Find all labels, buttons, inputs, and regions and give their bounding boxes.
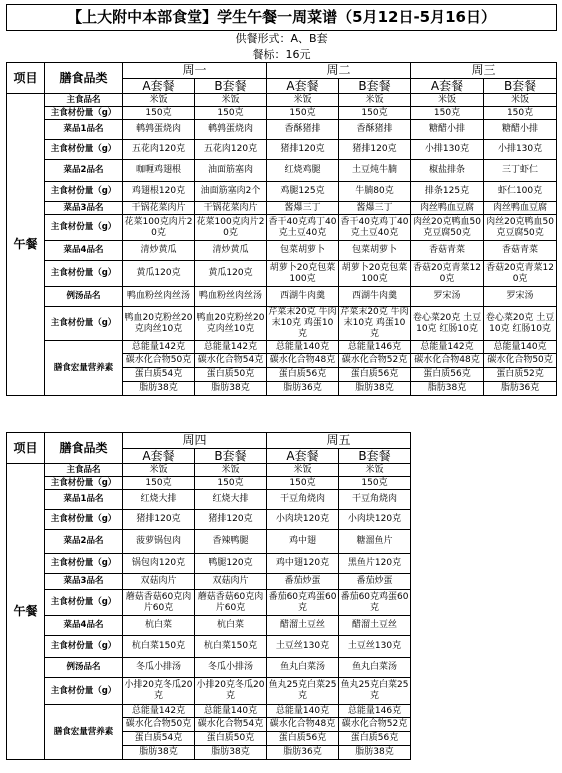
menu-cell: 150克 [267, 477, 339, 490]
meal-label: 午餐 [7, 464, 45, 760]
menu-cell: 香菇青菜 [411, 241, 484, 261]
menu-row [7, 215, 557, 241]
row-label: 主食材份量（g） [45, 307, 123, 341]
menu-cell: 芹菜末20克 牛肉末10克 鸡蛋10克 [340, 307, 409, 339]
menu-cell: 清炒黄瓜 [123, 241, 195, 261]
menu-cell: 鱼丸25克白菜25克 [339, 678, 411, 705]
menu-cell: 杭白菜150克 [123, 636, 195, 658]
menu-cell: 番茄60克鸡蛋60克 [267, 590, 339, 616]
menu-row [7, 120, 557, 140]
supply-form: 供餐形式：A、B套 [235, 32, 328, 46]
menu-cell: 五花肉120克 [123, 140, 195, 160]
nutrition-protein: 蛋白质54克 [123, 732, 195, 746]
menu-cell: 西湖牛肉羹 [339, 287, 411, 307]
price: 餐标：16元 [252, 47, 311, 61]
menu-cell: 罗宋汤 [484, 287, 557, 307]
menu-cell: 牛腩80克 [339, 182, 411, 202]
menu-cell: 红烧大排 [195, 490, 267, 510]
menu-cell: 肉丝鸭血豆腐 [411, 202, 484, 215]
row-label-nutrition: 膳食宏量营养素 [45, 341, 123, 396]
menu-cell: 米饭 [123, 94, 195, 107]
menu-cell: 排条125克 [411, 182, 484, 202]
menu-row [7, 160, 557, 182]
nutrition-energy: 总能量142克 [411, 341, 484, 354]
row-label: 菜品1品名 [45, 120, 123, 140]
menu-cell: 鸡中翅 [267, 530, 339, 554]
nutrition-fat: 脂肪36克 [484, 382, 557, 396]
menu-cell: 红烧鸡腿 [267, 160, 339, 182]
menu-cell: 150克 [411, 107, 484, 120]
menu-cell: 米饭 [123, 464, 195, 477]
menu-row [7, 287, 557, 307]
day-wed: 周三 [411, 63, 557, 79]
row-label: 主食材份量（g） [45, 107, 123, 120]
menu-row [7, 94, 557, 107]
menu-cell: 糖溜鱼片 [339, 530, 411, 554]
menu-cell: 土豆丝130克 [267, 636, 339, 658]
nutrition-protein: 蛋白质56克 [267, 732, 339, 746]
menu-cell: 双菇肉片 [123, 574, 195, 590]
set-a-header: A套餐 [267, 79, 339, 94]
menu-cell: 150克 [484, 107, 557, 120]
nutrition-carb: 碳水化合物52克 [339, 718, 411, 732]
menu-cell: 西湖牛肉羹 [267, 287, 339, 307]
set-a-header: A套餐 [267, 449, 339, 464]
menu-cell: 蘑菇香菇60克肉片60克 [123, 590, 195, 616]
menu-cell: 醋溜土豆丝 [339, 616, 411, 636]
row-label: 菜品2品名 [45, 160, 123, 182]
menu-row [7, 261, 557, 287]
meal-label: 午餐 [7, 94, 45, 396]
row-label: 主食材份量（g） [45, 554, 123, 574]
menu-cell: 150克 [339, 107, 411, 120]
header-category: 膳食品类 [45, 63, 123, 94]
row-label: 菜品2品名 [45, 530, 123, 554]
page-title: 【上大附中本部食堂】学生午餐一周菜谱（5月12日-5月16日） [7, 5, 557, 31]
nutrition-protein: 蛋白质56克 [339, 368, 411, 382]
nutrition-protein: 蛋白质52克 [484, 368, 557, 382]
nutrition-energy: 总能量140克 [484, 341, 557, 354]
menu-cell: 冬瓜小排汤 [195, 658, 267, 678]
set-b-header: B套餐 [195, 79, 267, 94]
menu-cell: 米饭 [484, 94, 557, 107]
menu-cell: 150克 [123, 477, 195, 490]
nutrition-fat: 脂肪38克 [195, 746, 267, 760]
menu-row [7, 241, 557, 261]
nutrition-carb: 碳水化合物52克 [339, 354, 411, 368]
menu-cell: 卷心菜20克 土豆10克 红肠10克 [411, 307, 484, 341]
nutrition-carb: 碳水化合物54克 [195, 718, 267, 732]
nutrition-fat: 脂肪36克 [267, 746, 339, 760]
menu-cell: 米饭 [411, 94, 484, 107]
menu-cell: 杭白菜150克 [195, 636, 267, 658]
menu-cell: 咖喱鸡翅根 [123, 160, 195, 182]
menu-cell: 150克 [267, 107, 339, 120]
nutrition-protein: 蛋白质50克 [195, 368, 267, 382]
nutrition-protein: 蛋白质56克 [267, 368, 339, 382]
row-label: 主食品名 [45, 94, 123, 107]
row-label: 主食品名 [45, 464, 123, 477]
menu-cell: 150克 [339, 477, 411, 490]
nutrition-energy: 总能量140克 [267, 705, 339, 718]
menu-cell: 鸭血粉丝肉丝汤 [195, 287, 267, 307]
menu-cell: 鹌鹑蛋烧肉 [123, 120, 195, 140]
menu-cell: 干锅花菜肉片 [195, 202, 267, 215]
menu-cell: 香酥猪排 [267, 120, 339, 140]
nutrition-row [7, 341, 557, 354]
menu-cell: 150克 [195, 477, 267, 490]
nutrition-fat: 脂肪38克 [339, 746, 411, 760]
menu-cell: 土豆丝130克 [339, 636, 411, 658]
menu-cell: 花菜100克肉片20克 [123, 215, 195, 241]
nutrition-fat: 脂肪36克 [267, 382, 339, 396]
row-label: 主食材份量（g） [45, 636, 123, 658]
menu-cell: 菠萝锅包肉 [123, 530, 195, 554]
menu-cell: 番茄60克鸡蛋60克 [339, 590, 411, 616]
menu-cell: 椒盐排条 [411, 160, 484, 182]
menu-cell: 干锅花菜肉片 [123, 202, 195, 215]
menu-cell: 糖醋小排 [484, 120, 557, 140]
nutrition-protein: 蛋白质56克 [339, 732, 411, 746]
nutrition-energy: 总能量142克 [123, 341, 195, 354]
day-header-row [7, 63, 557, 79]
set-b-header: B套餐 [484, 79, 557, 94]
header-category: 膳食品类 [45, 433, 123, 464]
nutrition-protein: 蛋白质50克 [195, 732, 267, 746]
menu-cell: 双菇肉片 [195, 574, 267, 590]
menu-cell: 黄瓜120克 [123, 261, 195, 287]
menu-cell: 猪排120克 [339, 140, 411, 160]
row-label: 主食材份量（g） [45, 590, 123, 616]
menu-table-week2 [6, 432, 557, 760]
menu-cell: 番茄炒蛋 [339, 574, 411, 590]
set-b-header: B套餐 [195, 449, 267, 464]
menu-cell: 香干40克鸡丁40克土豆40克 [267, 215, 339, 241]
set-a-header: A套餐 [411, 79, 484, 94]
nutrition-carb: 碳水化合物48克 [267, 718, 339, 732]
nutrition-energy: 总能量142克 [195, 341, 267, 354]
row-label: 菜品1品名 [45, 490, 123, 510]
row-label: 主食材份量（g） [45, 140, 123, 160]
nutrition-fat: 脂肪38克 [339, 382, 411, 396]
menu-cell: 芹菜末20克 牛肉末10克 鸡蛋10克 [268, 307, 337, 339]
menu-cell: 鱼丸白菜汤 [267, 658, 339, 678]
menu-cell: 番茄炒蛋 [267, 574, 339, 590]
set-b-header: B套餐 [339, 449, 411, 464]
menu-cell: 清炒黄瓜 [195, 241, 267, 261]
nutrition-protein: 蛋白质56克 [411, 368, 484, 382]
menu-row [7, 464, 557, 477]
menu-cell: 猪排120克 [123, 510, 195, 530]
nutrition-energy: 总能量146克 [339, 705, 411, 718]
menu-row [7, 202, 557, 215]
menu-cell: 锅包肉120克 [123, 554, 195, 574]
menu-cell: 米饭 [267, 464, 339, 477]
menu-cell: 鱼丸25克白菜25克 [267, 678, 339, 705]
set-b-header: B套餐 [339, 79, 411, 94]
menu-cell: 杭白菜 [195, 616, 267, 636]
menu-cell: 香菇20克青菜120克 [484, 261, 557, 287]
menu-cell: 糖醋小排 [411, 120, 484, 140]
row-label: 例汤品名 [45, 287, 123, 307]
menu-cell: 醋溜土豆丝 [267, 616, 339, 636]
nutrition-carb: 碳水化合物54克 [195, 354, 267, 368]
menu-cell: 罗宋汤 [411, 287, 484, 307]
menu-cell: 小排130克 [484, 140, 557, 160]
menu-cell: 鸭血20克粉丝20克肉丝10克 [123, 307, 195, 341]
menu-cell: 猪排120克 [195, 510, 267, 530]
nutrition-fat: 脂肪38克 [411, 382, 484, 396]
menu-cell: 红烧大排 [123, 490, 195, 510]
menu-row [7, 140, 557, 160]
menu-cell: 鸭血20克粉丝20克肉丝10克 [195, 307, 267, 341]
menu-cell: 冬瓜小排汤 [123, 658, 195, 678]
menu-cell: 米饭 [339, 464, 411, 477]
menu-cell: 五花肉120克 [195, 140, 267, 160]
menu-cell: 包菜胡萝卜 [267, 241, 339, 261]
nutrition-carb: 碳水化合物50克 [123, 718, 195, 732]
menu-cell: 胡萝卜20克包菜100克 [267, 261, 339, 287]
menu-cell: 鸡中翅120克 [267, 554, 339, 574]
nutrition-energy: 总能量146克 [339, 341, 411, 354]
empty-area [411, 464, 557, 760]
menu-row [7, 307, 557, 341]
menu-cell: 酱爆三丁 [267, 202, 339, 215]
set-a-header: A套餐 [123, 79, 195, 94]
nutrition-carb: 碳水化合物48克 [411, 354, 484, 368]
row-label: 菜品4品名 [45, 616, 123, 636]
menu-cell: 香菇20克青菜120克 [411, 261, 484, 287]
menu-cell: 杭白菜 [123, 616, 195, 636]
nutrition-energy: 总能量140克 [195, 705, 267, 718]
header-item: 项目 [7, 433, 45, 464]
row-label: 主食材份量（g） [45, 182, 123, 202]
menu-cell: 小肉块120克 [339, 510, 411, 530]
menu-cell: 小排130克 [411, 140, 484, 160]
menu-cell: 土豆炖牛腩 [339, 160, 411, 182]
menu-cell: 三丁虾仁 [484, 160, 557, 182]
menu-cell: 香辣鸭腿 [195, 530, 267, 554]
day-mon: 周一 [123, 63, 267, 79]
row-label: 菜品3品名 [45, 574, 123, 590]
menu-cell: 小排20克冬瓜20克 [123, 678, 195, 705]
row-label: 主食材份量（g） [45, 477, 123, 490]
menu-cell: 干豆角烧肉 [267, 490, 339, 510]
menu-cell: 包菜胡萝卜 [339, 241, 411, 261]
row-label: 主食材份量（g） [45, 678, 123, 705]
menu-row [7, 182, 557, 202]
nutrition-carb: 碳水化合物48克 [267, 354, 339, 368]
row-label-nutrition: 膳食宏量营养素 [45, 705, 123, 760]
menu-cell: 油面筋塞肉2个 [195, 182, 267, 202]
nutrition-fat: 脂肪38克 [123, 382, 195, 396]
row-label: 例汤品名 [45, 658, 123, 678]
menu-cell: 150克 [123, 107, 195, 120]
row-label: 主食材份量（g） [45, 215, 123, 241]
menu-cell: 香菇青菜 [484, 241, 557, 261]
menu-cell: 猪排120克 [267, 140, 339, 160]
set-a-header: A套餐 [123, 449, 195, 464]
menu-cell: 鹌鹑蛋烧肉 [195, 120, 267, 140]
menu-cell: 肉丝20克鸭血50克豆腐50克 [411, 215, 484, 241]
menu-cell: 米饭 [267, 94, 339, 107]
nutrition-protein: 蛋白质54克 [123, 368, 195, 382]
menu-cell: 胡萝卜20克包菜100克 [339, 261, 411, 287]
menu-cell: 花菜100克肉片20克 [195, 215, 267, 241]
nutrition-carb: 碳水化合物50克 [123, 354, 195, 368]
menu-cell: 小排20克冬瓜20克 [195, 678, 267, 705]
menu-cell: 黄瓜120克 [195, 261, 267, 287]
menu-cell: 小肉块120克 [267, 510, 339, 530]
row-label: 菜品4品名 [45, 241, 123, 261]
menu-cell: 鸡腿125克 [267, 182, 339, 202]
day-header-row [7, 433, 557, 449]
menu-cell: 肉丝20克鸭血50克豆腐50克 [484, 215, 557, 241]
empty-area [411, 433, 557, 464]
menu-cell: 油面筋塞肉 [195, 160, 267, 182]
row-label: 菜品3品名 [45, 202, 123, 215]
nutrition-energy: 总能量142克 [123, 705, 195, 718]
menu-row [7, 107, 557, 120]
menu-cell: 米饭 [195, 464, 267, 477]
menu-cell: 150克 [195, 107, 267, 120]
menu-cell: 鸭腿120克 [195, 554, 267, 574]
menu-cell: 酱爆三丁 [339, 202, 411, 215]
menu-cell: 蘑菇香菇60克肉片60克 [195, 590, 267, 616]
menu-cell: 香干40克鸡丁40克土豆40克 [339, 215, 411, 241]
row-label: 主食材份量（g） [45, 261, 123, 287]
menu-cell: 香酥猪排 [339, 120, 411, 140]
nutrition-energy: 总能量140克 [267, 341, 339, 354]
menu-cell: 肉丝鸭血豆腐 [484, 202, 557, 215]
nutrition-fat: 脂肪38克 [123, 746, 195, 760]
menu-table-week1 [6, 4, 557, 396]
menu-cell: 鸡翅根120克 [123, 182, 195, 202]
menu-cell: 虾仁100克 [484, 182, 557, 202]
nutrition-fat: 脂肪38克 [195, 382, 267, 396]
day-fri: 周五 [267, 433, 411, 449]
menu-cell: 卷心菜20克 土豆10克 红肠10克 [484, 307, 557, 341]
day-tue: 周二 [267, 63, 411, 79]
header-item: 项目 [7, 63, 45, 94]
menu-cell: 干豆角烧肉 [339, 490, 411, 510]
menu-cell: 鸭血粉丝肉丝汤 [123, 287, 195, 307]
menu-cell: 鱼丸白菜汤 [339, 658, 411, 678]
menu-cell: 米饭 [339, 94, 411, 107]
menu-cell: 黑鱼片120克 [339, 554, 411, 574]
day-thu: 周四 [123, 433, 267, 449]
nutrition-carb: 碳水化合物50克 [484, 354, 557, 368]
row-label: 主食材份量（g） [45, 510, 123, 530]
menu-cell: 米饭 [195, 94, 267, 107]
